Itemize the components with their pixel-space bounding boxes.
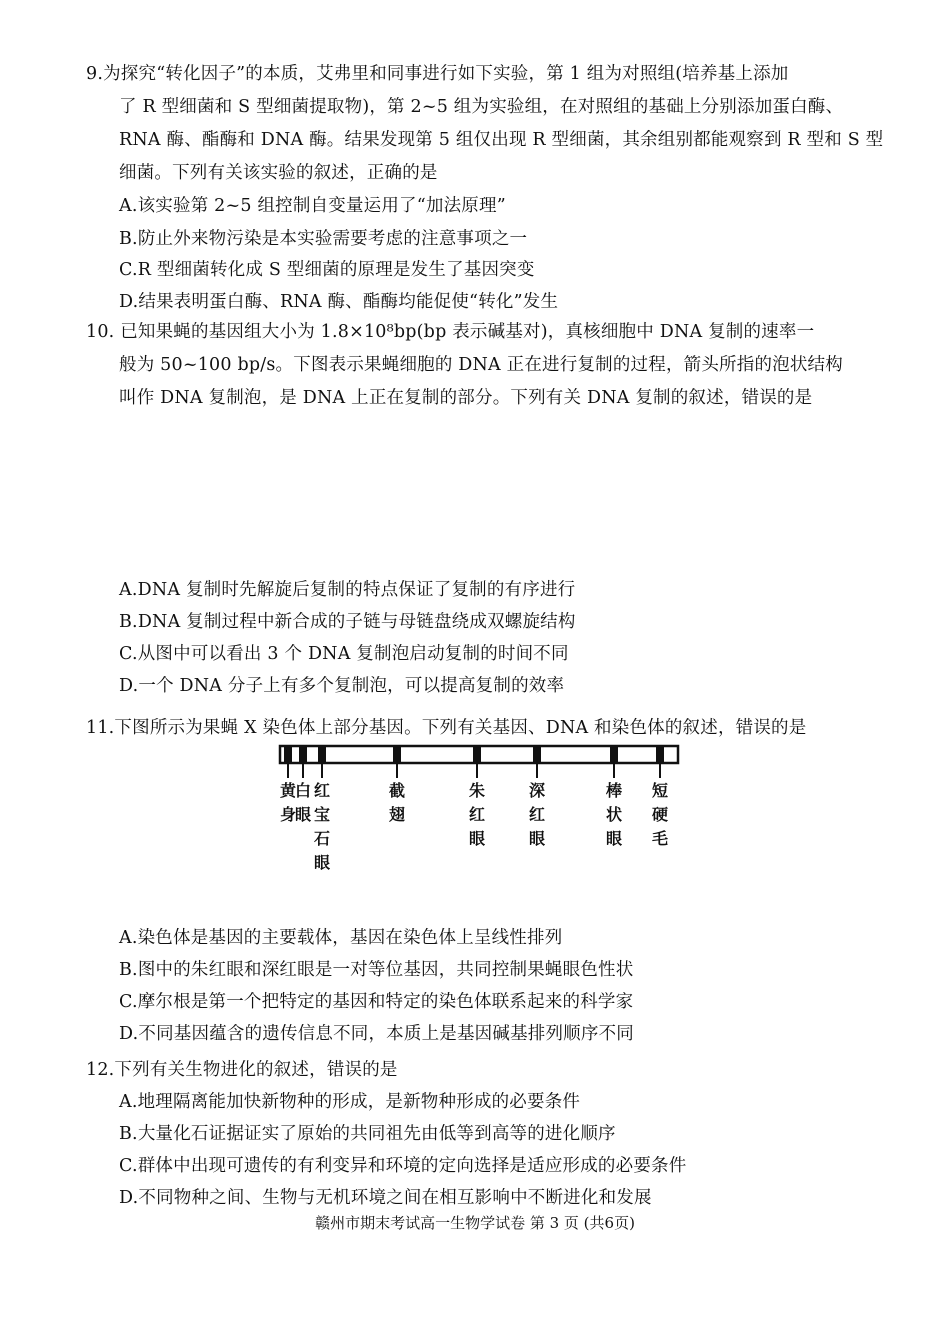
q12-option-b: B.大量化石证据证实了原始的共同祖先由低等到高等的进化顺序 [119, 1124, 616, 1144]
q9-stem-line-4: 细菌。下列有关该实验的叙述，正确的是 [119, 163, 438, 183]
gene-label-8-char-3: 毛 [651, 829, 669, 848]
q10-option-b: B.DNA 复制过程中新合成的子链与母链盘绕成双螺旋结构 [119, 612, 576, 632]
x-chromosome-diagram [272, 740, 692, 900]
gene-label-6-char-1: 深 [528, 781, 546, 800]
gene-label-2-char-2: 眼 [294, 805, 312, 824]
gene-band-6 [533, 746, 541, 763]
gene-label-3-char-4: 眼 [313, 853, 331, 872]
q10-option-d: D.一个 DNA 分子上有多个复制泡，可以提高复制的效率 [119, 676, 565, 696]
q12-stem: 12.下列有关生物进化的叙述，错误的是 [86, 1060, 398, 1080]
q11-option-a: A.染色体是基因的主要载体，基因在染色体上呈线性排列 [119, 928, 563, 948]
q9-option-b: B.防止外来物污染是本实验需要考虑的注意事项之一 [119, 229, 528, 249]
gene-label-4-char-2: 翅 [388, 805, 406, 824]
q10-stem-line-3: 叫作 DNA 复制泡，是 DNA 上正在复制的部分。下列有关 DNA 复制的叙述，错误的是 [119, 388, 813, 408]
q9-option-d: D.结果表明蛋白酶、RNA 酶、酯酶均能促使“转化”发生 [119, 292, 559, 312]
q10-option-c: C.从图中可以看出 3 个 DNA 复制泡启动复制的时间不同 [119, 644, 569, 664]
gene-label-5-char-2: 红 [468, 805, 486, 824]
gene-label-3-char-1: 红 [313, 781, 331, 800]
q11-option-c: C.摩尔根是第一个把特定的基因和特定的染色体联系起来的科学家 [119, 992, 634, 1012]
q10-stem-line-1: 10. 已知果蝇的基因组大小为 1.8×10⁸bp(bp 表示碱基对)，真核细胞中 DNA 复制的速率一 [86, 322, 815, 342]
q10-option-a: A.DNA 复制时先解旋后复制的特点保证了复制的有序进行 [119, 580, 576, 600]
gene-label-7-char-2: 状 [605, 805, 623, 824]
gene-band-1 [284, 746, 292, 763]
q11-option-d: D.不同基因蕴含的遗传信息不同，本质上是基因碱基排列顺序不同 [119, 1024, 634, 1044]
gene-label-5-char-3: 眼 [468, 829, 486, 848]
q9-stem-line-3: RNA 酶、酯酶和 DNA 酶。结果发现第 5 组仅出现 R 型细菌，其余组别都能观察到 R 型和 S 型 [119, 130, 884, 150]
q11-stem: 11.下图所示为果蝇 X 染色体上部分基因。下列有关基因、DNA 和染色体的叙述，错误的是 [86, 718, 807, 738]
q11-option-b: B.图中的朱红眼和深红眼是一对等位基因，共同控制果蝇眼色性状 [119, 960, 634, 980]
gene-label-4-char-1: 截 [388, 781, 406, 800]
q9-option-a: A.该实验第 2~5 组控制自变量运用了“加法原理” [119, 196, 506, 216]
q9-stem-line-2: 了 R 型细菌和 S 型细菌提取物)，第 2~5 组为实验组，在对照组的基础上分别添加蛋白酶、 [119, 97, 844, 117]
gene-label-7-char-3: 眼 [605, 829, 623, 848]
gene-label-3-char-2: 宝 [313, 805, 331, 824]
gene-band-2 [299, 746, 307, 763]
gene-band-5 [473, 746, 481, 763]
gene-label-7-char-1: 棒 [605, 781, 623, 800]
gene-band-8 [656, 746, 664, 763]
q12-option-d: D.不同物种之间、生物与无机环境之间在相互影响中不断进化和发展 [119, 1188, 652, 1208]
gene-label-2-char-1: 白 [294, 781, 312, 800]
q12-option-c: C.群体中出现可遗传的有利变异和环境的定向选择是适应形成的必要条件 [119, 1156, 687, 1176]
gene-label-8-char-1: 短 [651, 781, 669, 800]
gene-label-3-char-3: 石 [313, 829, 331, 848]
gene-band-7 [610, 746, 618, 763]
q12-option-a: A.地理隔离能加快新物种的形成，是新物种形成的必要条件 [119, 1092, 581, 1112]
gene-label-8-char-2: 硬 [651, 805, 669, 824]
q9-stem-line-1: 9.为探究“转化因子”的本质，艾弗里和同事进行如下实验，第 1 组为对照组(培养基上添加 [86, 64, 789, 84]
gene-band-3 [318, 746, 326, 763]
gene-label-1-char-2: 身 [279, 805, 297, 824]
q10-stem-line-2: 般为 50~100 bp/s。下图表示果蝇细胞的 DNA 正在进行复制的过程，箭头所指的泡状结构 [119, 355, 843, 375]
gene-label-6-char-3: 眼 [528, 829, 546, 848]
page-footer: 赣州市期末考试高一生物学试卷 第 3 页 (共6页) [315, 1214, 635, 1232]
gene-label-1-char-1: 黄 [279, 781, 297, 800]
q9-option-c: C.R 型细菌转化成 S 型细菌的原理是发生了基因突变 [119, 260, 535, 280]
gene-label-6-char-2: 红 [528, 805, 546, 824]
gene-label-5-char-1: 朱 [468, 781, 486, 800]
gene-band-4 [393, 746, 401, 763]
gene-markers [280, 746, 668, 872]
